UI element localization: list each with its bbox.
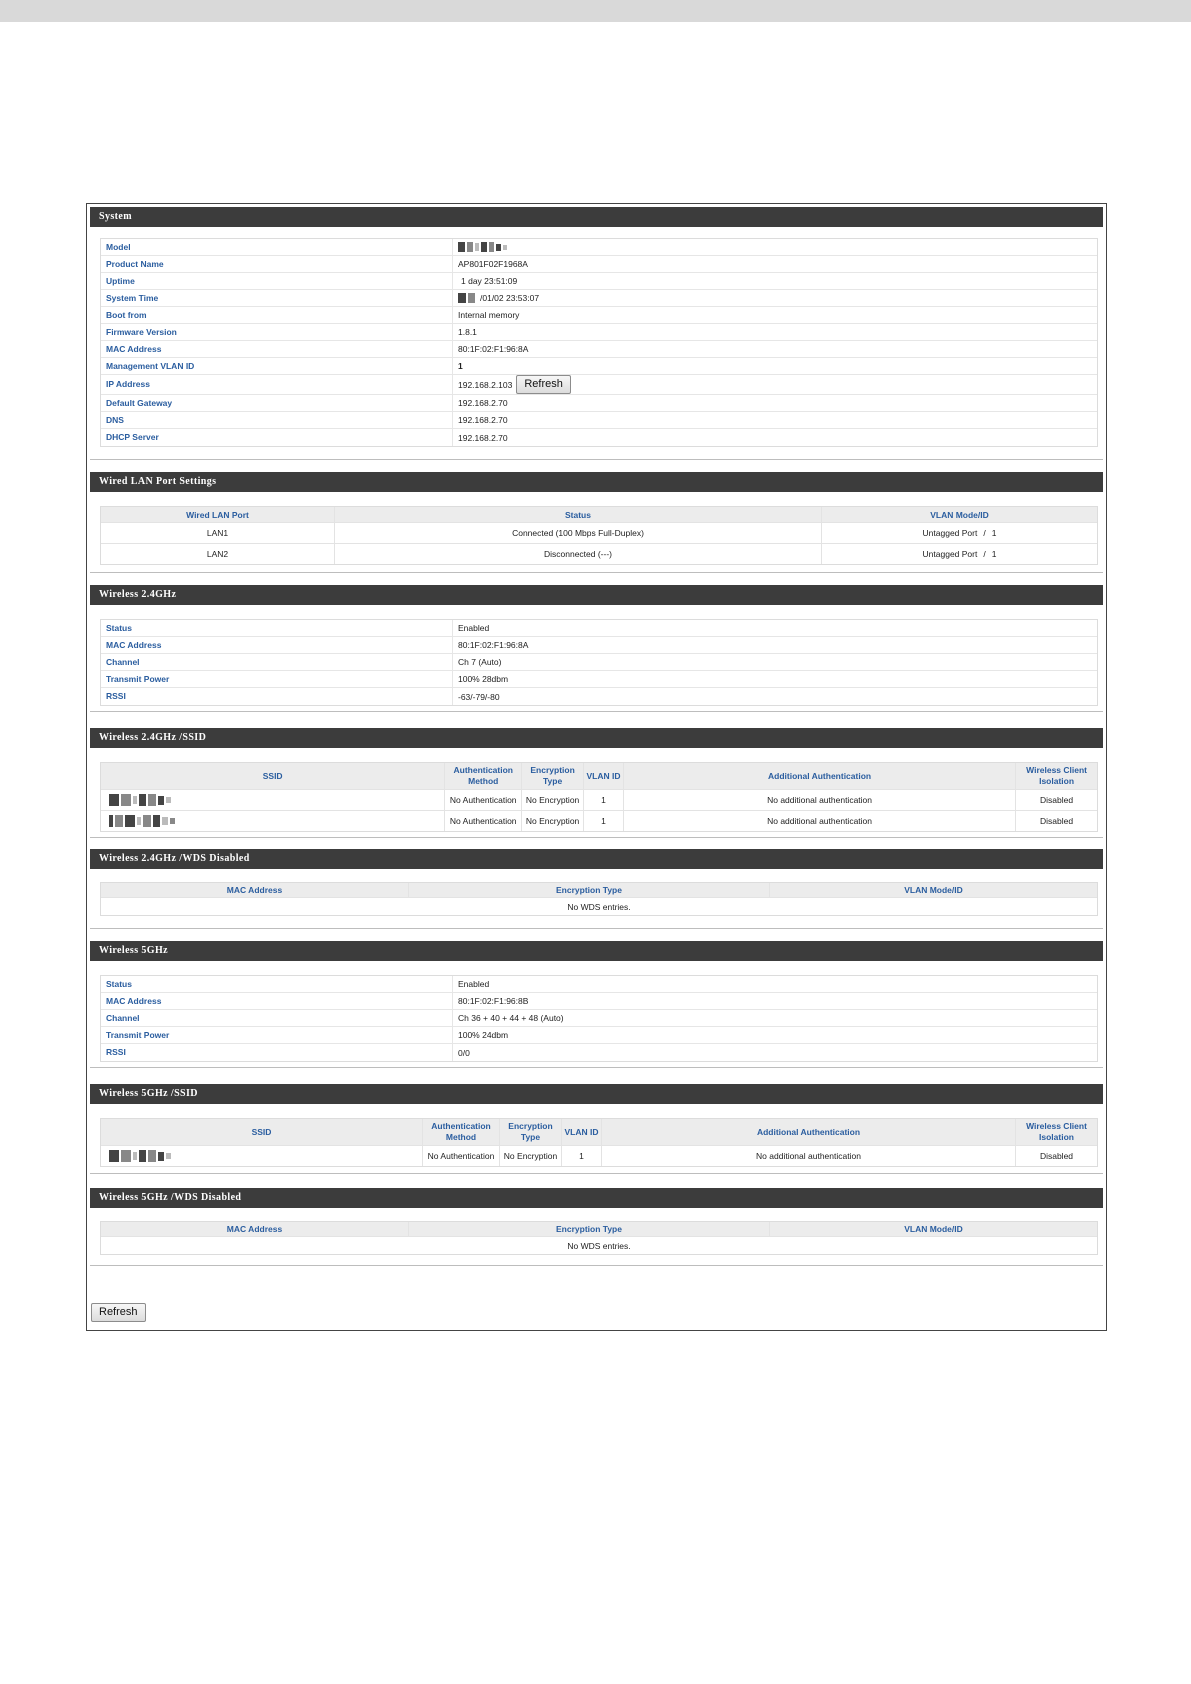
table-row xyxy=(101,993,1097,1010)
section-title: Wired LAN Port Settings xyxy=(90,472,1103,492)
table-row xyxy=(101,307,1097,324)
table-row xyxy=(101,375,1097,395)
table-header xyxy=(101,507,1097,522)
column-header: Additional Authentication xyxy=(624,763,1016,789)
table-row xyxy=(101,654,1097,671)
table-row xyxy=(101,324,1097,341)
wds-24-table xyxy=(100,882,1098,916)
system-table xyxy=(100,238,1098,447)
column-header: SSID xyxy=(101,763,445,789)
auth-cell: No Authentication xyxy=(445,811,522,831)
empty-message: No WDS entries. xyxy=(567,901,631,912)
wireless-24-section xyxy=(90,585,1103,702)
section-divider xyxy=(90,572,1103,573)
isolation-cell: Disabled xyxy=(1039,1151,1074,1161)
row-value: 80:1F:02:F1:96:8B xyxy=(458,996,529,1006)
table-row xyxy=(101,1044,1097,1061)
table-header xyxy=(101,883,1097,897)
vlan-mode: Untagged Port xyxy=(922,549,978,559)
table-row xyxy=(101,1010,1097,1027)
redacted-year-image xyxy=(458,293,475,303)
row-value: 100% 24dbm xyxy=(458,1030,509,1040)
row-value: 100% 28dbm xyxy=(458,674,509,684)
lan-port: LAN1 xyxy=(101,523,335,543)
vlan-cell: 1 xyxy=(584,811,624,831)
column-header: Wired LAN Port xyxy=(101,507,335,522)
row-label: Transmit Power xyxy=(101,1027,453,1043)
table-row xyxy=(101,637,1097,654)
lan-status: Disconnected (---) xyxy=(335,544,822,564)
vlan-separator: / xyxy=(983,528,986,538)
row-value: /01/02 23:53:07 xyxy=(480,293,540,303)
column-header: VLAN ID xyxy=(584,763,624,789)
wired-lan-table xyxy=(100,506,1098,565)
lan-vlan xyxy=(822,544,1097,564)
ssid-5-section xyxy=(90,1084,1103,1161)
column-header: VLAN Mode/ID xyxy=(904,1224,963,1234)
row-value: 1.8.1 xyxy=(458,327,477,337)
table-row xyxy=(101,239,1097,256)
isolation-cell: Disabled xyxy=(1040,816,1074,826)
row-label: Uptime xyxy=(101,273,453,289)
section-divider xyxy=(90,928,1103,929)
table-row xyxy=(101,290,1097,307)
ssid-24-table xyxy=(100,762,1098,832)
section-divider xyxy=(90,1067,1103,1068)
table-row xyxy=(101,341,1097,358)
section-divider xyxy=(90,1173,1103,1174)
row-value: 80:1F:02:F1:96:8A xyxy=(458,344,529,354)
table-row xyxy=(101,429,1097,446)
section-title: Wireless 5GHz /SSID xyxy=(90,1084,1103,1104)
table-row xyxy=(101,688,1097,705)
isolation-cell: Disabled xyxy=(1040,795,1074,805)
ip-refresh-button[interactable]: Refresh xyxy=(516,375,571,394)
row-label: Management VLAN ID xyxy=(101,358,453,374)
table-row xyxy=(101,543,1097,564)
encryption-cell: No Encryption xyxy=(522,811,584,831)
table-row xyxy=(101,522,1097,543)
section-divider xyxy=(90,711,1103,712)
lan-status: Connected (100 Mbps Full-Duplex) xyxy=(335,523,822,543)
column-header: Encryption Type xyxy=(522,763,584,789)
row-label: Boot from xyxy=(101,307,453,323)
row-value: 192.168.2.103 xyxy=(458,379,513,390)
ssid-5-table xyxy=(100,1118,1098,1167)
row-label: DHCP Server xyxy=(101,429,453,446)
row-value: Ch 36 + 40 + 44 + 48 (Auto) xyxy=(458,1013,564,1023)
model-value xyxy=(453,239,507,255)
row-label: MAC Address xyxy=(101,341,453,357)
lan-vlan xyxy=(822,523,1097,543)
redacted-model-image xyxy=(458,242,507,252)
column-header: Additional Authentication xyxy=(602,1119,1016,1145)
row-value: 1 day 23:51:09 xyxy=(461,276,518,286)
row-label: Product Name xyxy=(101,256,453,272)
system-section xyxy=(90,207,1103,443)
table-row xyxy=(101,358,1097,375)
section-title: Wireless 2.4GHz /WDS Disabled xyxy=(90,849,1103,869)
table-row xyxy=(101,1145,1097,1166)
column-header: Authentication Method xyxy=(445,763,522,789)
section-divider xyxy=(90,1265,1103,1266)
row-value: -63/-79/-80 xyxy=(458,691,500,702)
vlan-id: 1 xyxy=(991,528,997,538)
addl-auth-cell: No additional authentication xyxy=(602,1146,1016,1166)
row-label: Channel xyxy=(101,1010,453,1026)
vlan-cell: 1 xyxy=(562,1146,602,1166)
table-header xyxy=(101,763,1097,789)
encryption-cell: No Encryption xyxy=(500,1146,562,1166)
section-title: Wireless 5GHz xyxy=(90,941,1103,961)
wds-5-table xyxy=(100,1221,1098,1255)
redacted-ssid-image xyxy=(109,794,171,806)
column-header: Encryption Type xyxy=(409,883,770,897)
wds-24-section xyxy=(90,849,1103,912)
table-row xyxy=(101,976,1097,993)
table-row xyxy=(101,273,1097,290)
section-divider xyxy=(90,837,1103,838)
ssid-24-section xyxy=(90,728,1103,826)
top-bar xyxy=(0,0,1191,22)
table-row xyxy=(101,256,1097,273)
ip-address-value xyxy=(453,375,571,394)
vlan-mode: Untagged Port xyxy=(922,528,978,538)
wired-lan-section xyxy=(90,472,1103,559)
section-title: Wireless 2.4GHz /SSID xyxy=(90,728,1103,748)
encryption-cell: No Encryption xyxy=(522,790,584,810)
wireless-5-table xyxy=(100,975,1098,1062)
ssid-cell xyxy=(101,811,445,831)
table-row xyxy=(101,789,1097,810)
system-time-value xyxy=(453,290,539,306)
refresh-button[interactable]: Refresh xyxy=(91,1303,146,1322)
column-header: Authentication Method xyxy=(423,1119,500,1145)
section-title: System xyxy=(90,207,1103,227)
table-row xyxy=(101,1027,1097,1044)
row-value: AP801F02F1968A xyxy=(458,259,528,269)
row-value: 192.168.2.70 xyxy=(458,415,508,425)
row-value: 0/0 xyxy=(458,1047,470,1058)
row-label: Status xyxy=(101,620,453,636)
row-label: RSSI xyxy=(101,1044,453,1061)
row-label: System Time xyxy=(101,290,453,306)
row-label: Status xyxy=(101,976,453,992)
wireless-5-section xyxy=(90,941,1103,1058)
lan-port: LAN2 xyxy=(101,544,335,564)
row-label: IP Address xyxy=(101,375,453,394)
table-header xyxy=(101,1222,1097,1236)
table-row xyxy=(101,671,1097,688)
table-row xyxy=(101,810,1097,831)
row-value: Internal memory xyxy=(458,310,520,320)
vlan-id: 1 xyxy=(991,549,997,559)
table-row xyxy=(101,1236,1097,1254)
column-header: MAC Address xyxy=(101,1222,409,1236)
redacted-ssid-image xyxy=(109,815,175,827)
section-title: Wireless 2.4GHz xyxy=(90,585,1103,605)
table-header xyxy=(101,1119,1097,1145)
row-label: Model xyxy=(101,239,453,255)
section-divider xyxy=(90,459,1103,460)
row-label: Channel xyxy=(101,654,453,670)
column-header: Status xyxy=(335,507,822,522)
row-value: 80:1F:02:F1:96:8A xyxy=(458,640,529,650)
wds-5-section xyxy=(90,1188,1103,1251)
section-title: Wireless 5GHz /WDS Disabled xyxy=(90,1188,1103,1208)
ssid-cell xyxy=(101,1146,423,1166)
row-label: MAC Address xyxy=(101,637,453,653)
row-label: Transmit Power xyxy=(101,671,453,687)
row-value: Enabled xyxy=(458,623,490,633)
column-header: Wireless Client Isolation xyxy=(1026,1121,1087,1142)
status-page-frame xyxy=(86,203,1107,1331)
auth-cell: No Authentication xyxy=(445,790,522,810)
row-value: 192.168.2.70 xyxy=(458,432,508,443)
table-row xyxy=(101,897,1097,915)
column-header: Encryption Type xyxy=(500,1119,562,1145)
addl-auth-cell: No additional authentication xyxy=(624,811,1016,831)
column-header: SSID xyxy=(101,1119,423,1145)
column-header: VLAN Mode/ID xyxy=(904,885,963,895)
wireless-24-table xyxy=(100,619,1098,706)
row-label: MAC Address xyxy=(101,993,453,1009)
vlan-separator: / xyxy=(983,549,986,559)
table-row xyxy=(101,395,1097,412)
row-label: Default Gateway xyxy=(101,395,453,411)
table-row xyxy=(101,620,1097,637)
redacted-ssid-image xyxy=(109,1150,171,1162)
column-header: VLAN ID xyxy=(562,1119,602,1145)
vlan-cell: 1 xyxy=(584,790,624,810)
column-header: Encryption Type xyxy=(409,1222,770,1236)
empty-message: No WDS entries. xyxy=(567,1240,631,1251)
table-row xyxy=(101,412,1097,429)
auth-cell: No Authentication xyxy=(423,1146,500,1166)
ssid-cell xyxy=(101,790,445,810)
row-label: Firmware Version xyxy=(101,324,453,340)
row-value: Enabled xyxy=(458,979,490,989)
row-value: Ch 7 (Auto) xyxy=(458,657,502,667)
column-header: MAC Address xyxy=(101,883,409,897)
row-value: 192.168.2.70 xyxy=(458,398,508,408)
column-header: Wireless Client Isolation xyxy=(1026,765,1088,786)
row-value: 1 xyxy=(458,361,463,371)
addl-auth-cell: No additional authentication xyxy=(624,790,1016,810)
row-label: RSSI xyxy=(101,688,453,705)
column-header: VLAN Mode/ID xyxy=(930,509,989,520)
row-label: DNS xyxy=(101,412,453,428)
